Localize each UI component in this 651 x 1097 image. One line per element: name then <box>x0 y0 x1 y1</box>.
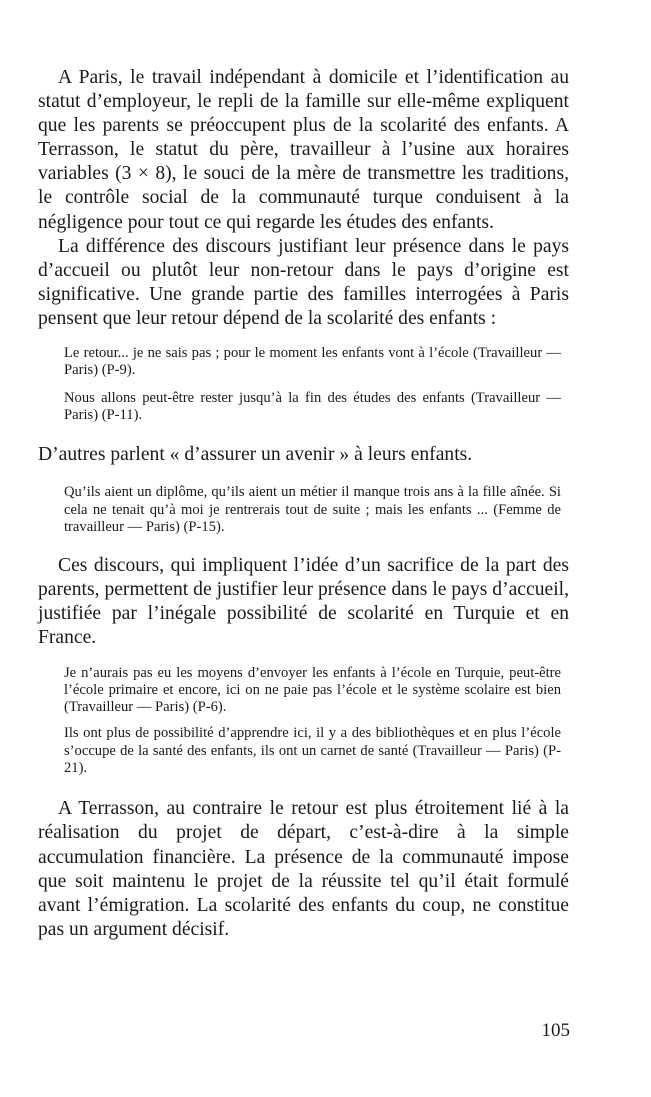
page-number: 105 <box>541 1020 570 1041</box>
quote-p9: Le retour... je ne sais pas ; pour le moment les enfants vont à l’école (Travailleur — Paris) (P-9). <box>64 345 561 379</box>
paragraph-discourse-difference: La différence des discours justifiant leur présence dans le pays d’accueil ou plutôt leur non-retour dans le pays d’origine est significative. Une grande partie des familles interrogées à Paris pensent que leur retour dépend de la scolarité des enfants : <box>38 235 569 329</box>
paragraph-assure-future: D’autres parlent « d’assurer un avenir » à leurs enfants. <box>38 444 473 466</box>
paragraph-terrasson-return: A Terrasson, au contraire le retour est plus étroitement lié à la réalisation du projet de départ, c’est-à-dire à la simple accumulation financière. La présence de la communauté impose que soit maintenu le projet de la réussite tel qu’il était formulé avant l’émigration. La scolarité des enfants du coup, ne constitue pas un argument décisif. <box>38 798 569 940</box>
page-body <box>38 66 569 942</box>
quote-p15: Qu’ils aient un diplôme, qu’ils aient un métier il manque trois ans à la fille aînée. Si cela ne tenait qu’à moi je rentrerais tout de suite ; mais les enfants ... (Femme de travailleur — Paris) (P-15). <box>64 484 561 535</box>
paragraph-paris-independent-work: A Paris, le travail indépendant à domicile et l’identification au statut d’employeur, le repli de la famille sur elle-même expliquent que les parents se préoccupent plus de la scolarité des enfants. A Terrasson, le statut du père, travailleur à l’usine aux horaires variables (3 × 8), le souci de la mère de transmettre les traditions, le contrôle social de la communauté turque conduisent à la négligence pour tout ce qui regarde les études des enfants. <box>38 67 569 233</box>
quote-p11: Nous allons peut-être rester jusqu’à la fin des études des enfants (Travailleur — Paris) (P-11). <box>64 389 561 423</box>
quote-p21: Ils ont plus de possibilité d’apprendre ici, il y a des bibliothèques et en plus l’école s’occupe de la santé des enfants, ils ont un carnet de santé (Travailleur — Paris) (P-21). <box>64 725 561 777</box>
paragraph-sacrifice-discourse: Ces discours, qui impliquent l’idée d’un sacrifice de la part des parents, permettent de justifier leur présence dans le pays d’accueil, justifiée par l’inégale possibilité de scolarité en Turquie et en France. <box>38 555 569 649</box>
quote-p6: Je n’aurais pas eu les moyens d’envoyer les enfants à l’école en Turquie, peut-être l’école primaire et encore, ici on ne paie pas l’école et le système scolaire est bien (Travailleur — Paris) (P-6). <box>64 664 561 716</box>
